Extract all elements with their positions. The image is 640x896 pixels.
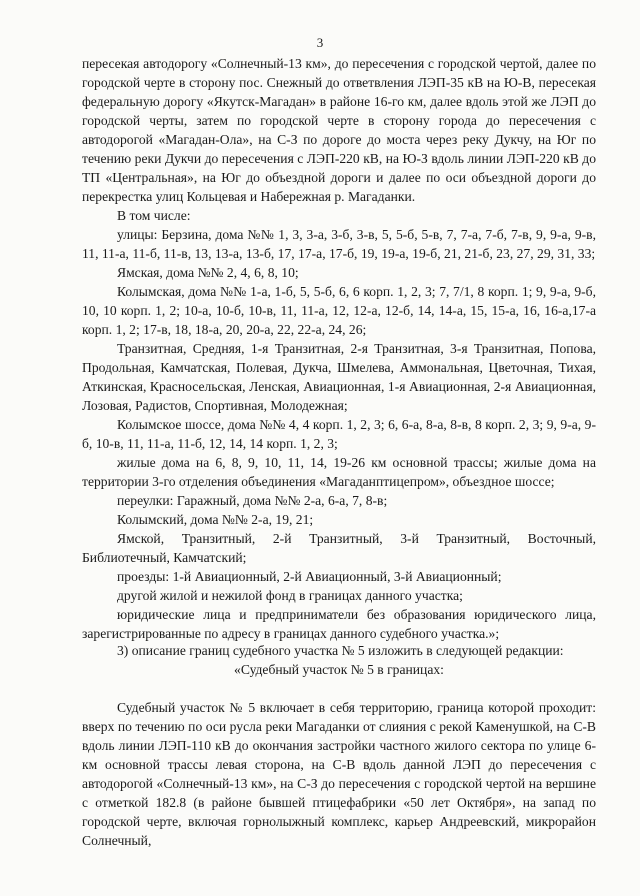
streets-berzina: улицы: Берзина, дома №№ 1, 3, 3-а, 3-б, 3-в, 5, 5-б, 5-в, 7, 7-а, 7-б, 7-в, 9, 9-а, 9-в, 11, 11-а, 11-б, 11-в, 13, 13-а, 13-б, 17, 17-а, 17-б, 19, 19-а, 19-б, 21, 21-б, 23, 27, 29, 31, 33;	[82, 227, 596, 261]
lanes-kolymsky: Колымский, дома №№ 2-а, 19, 21;	[117, 512, 314, 527]
streets-kolymskaya: Колымская, дома №№ 1-а, 1-б, 5, 5-б, 6, 6 корп. 1, 2, 3; 7, 7/1, 8 корп. 1; 9, 9-а, 9-б, 10, 10 корп. 1, 2; 10-а, 10-б, 10-в, 11, 11-а, 12, 12-а, 12-б, 14, 14-а, 15, 15-а, 16, 16-а,17-а корп. 1, 2; 17-в, 18, 18-а, 20, 20-а, 22, 22-а, 24, 26;	[82, 284, 596, 337]
streets-yamskaya: Ямская, дома №№ 2, 4, 6, 8, 10;	[117, 265, 299, 280]
lanes-garazhny: переулки: Гаражный, дома №№ 2-а, 6-а, 7, 8-в;	[117, 493, 388, 508]
including-label: В том числе:	[117, 208, 191, 223]
section-5-title: «Судебный участок № 5 в границах:	[234, 662, 444, 677]
residential-houses: жилые дома на 6, 8, 9, 10, 11, 14, 19-26 км основной трассы; жилые дома на территории 3-го отделения объединения «Магаданптицепром», объездное шоссе;	[82, 455, 596, 489]
section-5-heading	[82, 641, 596, 679]
legal-entities: юридические лица и предприниматели без образования юридического лица, зарегистрированные по адресу в границах данного судебного участка.»;	[82, 607, 596, 641]
page-number: 3	[316, 35, 324, 50]
passages: проезды: 1-й Авиационный, 2-й Авиационный, 3-й Авиационный;	[117, 569, 502, 584]
section-5-boundary-text	[82, 698, 596, 850]
amendment-intro: 3) описание границ судебного участка № 5 изложить в следующей редакции:	[117, 643, 564, 658]
section-4-boundary-text	[82, 54, 596, 643]
streets-list: Транзитная, Средняя, 1-я Транзитная, 2-я Транзитная, 3-я Транзитная, Попова, Продольная, Камчатская, Полевая, Дукча, Шмелева, Аммональная, Цветочная, Тихая, Аткинская, Красносельская, Ленская, Авиационная, 1-я Авиационная, 2-я Авиационная, Лозовая, Радистов, Спортивная, Молодежная;	[82, 341, 596, 413]
kolymskoe-shosse: Колымское шоссе, дома №№ 4, 4 корп. 1, 2, 3; 6, 6-а, 8-а, 8-в, 8 корп. 2, 3; 9, 9-а, 9-б, 10-в, 11, 11-а, 11-б, 12, 14, 14 корп. 1, 2, 3;	[82, 417, 596, 451]
lanes-list: Ямской, Транзитный, 2-й Транзитный, 3-й Транзитный, Восточный, Библиотечный, Камчатский;	[82, 531, 596, 565]
section-5-description: Судебный участок № 5 включает в себя территорию, граница которой проходит: вверх по течению по оси русла реки Магаданки от слияния с рекой Каменушкой, на С-В вдоль линии ЛЭП-110 кВ до окончания застройки частного жилого сектора по улице 6-км основной трассы левая сторона, на С-В вдоль данной ЛЭП до пересечения с автодорогой «Солнечный-13 км», на С-З до пересечения с городской чертой на вершине с отметкой 182.8 (в районе бывшей птицефабрики «50 лет Октября», на запад по городской черте, включая горнолыжный комплекс, карьер Андреевский, микрорайон Солнечный,	[82, 700, 596, 848]
boundary-description: пересекая автодорогу «Солнечный-13 км», до пересечения с городской чертой, далее по городской черте в сторону пос. Снежный до ответвления ЛЭП-35 кВ на Ю-В, пересекая федеральную дорогу «Якутск-Магадан» в районе 16-го км, далее вдоль этой же ЛЭП до городской черты, затем по городской черте в сторону города до пересечения с автодорогой «Магадан-Ола», на С-З по дороге до моста через реку Дукчу, на Юг по течению реки Дукчи до пересечения с ЛЭП-220 кВ, на Ю-З вдоль линии ЛЭП-220 кВ до ТП «Центральная», на Юг до объездной дороги и далее по оси объездной дороги до перекрестка улиц Кольцевая и Набережная р. Магаданки.	[82, 56, 596, 204]
housing-fund: другой жилой и нежилой фонд в границах данного участка;	[117, 588, 463, 603]
